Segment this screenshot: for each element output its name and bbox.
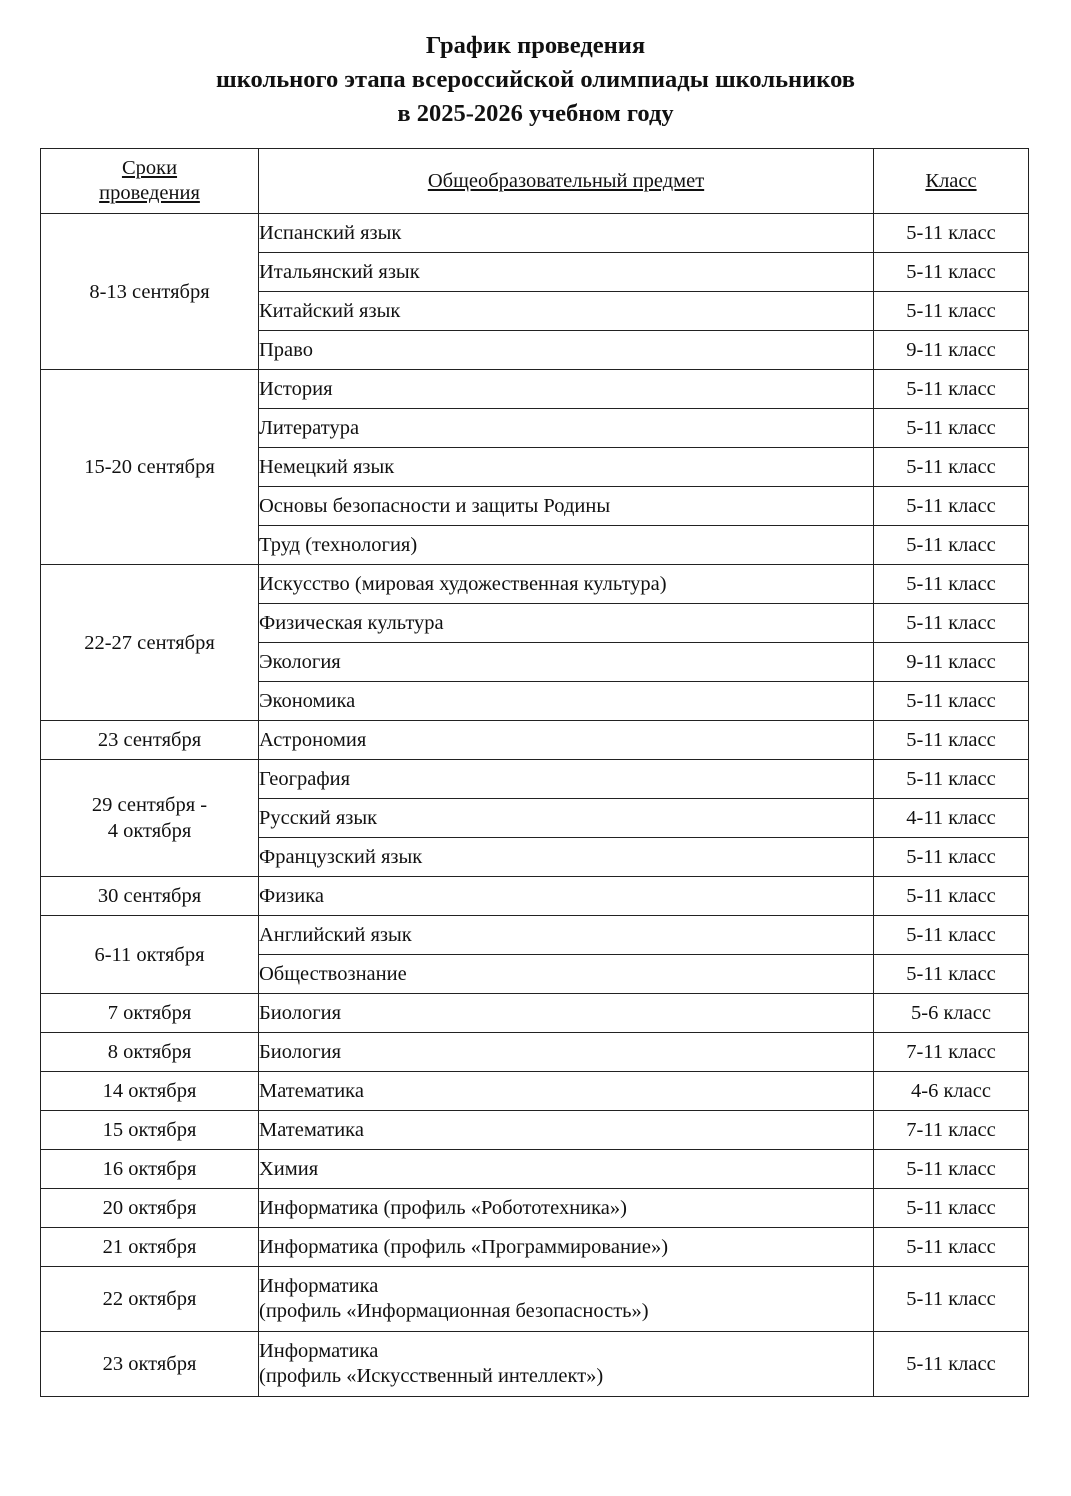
grade-cell: 5-6 класс [874,994,1029,1033]
grade-cell: 5-11 класс [874,1228,1029,1267]
grade-cell: 7-11 класс [874,1033,1029,1072]
grade-cell: 5-11 класс [874,487,1029,526]
subject-text: Информатика [259,1275,379,1297]
subject-text: Физика [259,884,324,907]
subject-text: Искусство (мировая художественная культура) [259,572,667,595]
subject-cell [259,214,874,253]
date-text: 14 октября [102,1080,197,1102]
grade-cell: 5-11 класс [874,916,1029,955]
subject-text: Французский язык [259,845,423,868]
date-cell [41,1033,259,1072]
table-row [41,877,1029,916]
subject-text: Биология [259,1040,342,1063]
header-grade [874,149,1029,214]
grade-cell: 5-11 класс [874,1189,1029,1228]
title-line-2: школьного этапа всероссийской олимпиады школьников [216,66,855,93]
date-text: 15 октября [102,1119,197,1141]
title-line-3: в 2025-2026 учебном году [397,100,674,127]
subject-text: Основы безопасности и защиты Родины [259,494,611,517]
subject-cell [259,292,874,331]
table-row [41,1267,1029,1332]
grade-cell: 5-11 класс [874,877,1029,916]
subject-text: Биология [259,1001,342,1024]
date-text: 23 октября [102,1353,197,1375]
subject-text: Математика [259,1079,364,1102]
document-title [0,29,1071,131]
date-cell [41,916,259,994]
subject-cell [259,487,874,526]
grade-cell: 7-11 класс [874,1111,1029,1150]
date-text: 22 октября [102,1288,197,1310]
subject-cell [259,409,874,448]
subject-text: Информатика (профиль «Программирование») [259,1235,669,1258]
grade-cell: 9-11 класс [874,643,1029,682]
table-row [41,721,1029,760]
table-row [41,370,1029,409]
date-cell [41,1267,259,1332]
header-dates [41,149,259,214]
date-cell [41,721,259,760]
date-cell [41,1111,259,1150]
date-cell [41,877,259,916]
grade-cell: 4-11 класс [874,799,1029,838]
table-row [41,1072,1029,1111]
subject-cell [259,370,874,409]
subject-text: Информатика (профиль «Робототехника») [259,1196,627,1219]
subject-text: (профиль «Искусственный интеллект») [259,1365,604,1387]
grade-cell: 5-11 класс [874,682,1029,721]
subject-text: Физическая культура [259,611,444,634]
subject-cell [259,1150,874,1189]
date-text: 8-13 сентября [89,280,210,303]
subject-text: Литература [259,416,360,439]
subject-text: Экология [259,650,341,673]
grade-cell: 4-6 класс [874,1072,1029,1111]
table-row [41,1111,1029,1150]
subject-cell [259,1332,874,1397]
subject-cell [259,253,874,292]
subject-cell [259,604,874,643]
subject-text: История [259,377,333,400]
date-text: 15-20 сентября [84,456,215,478]
grade-cell: 5-11 класс [874,253,1029,292]
table-row [41,994,1029,1033]
subject-text: Английский язык [259,923,412,946]
subject-cell [259,955,874,994]
grade-cell: 5-11 класс [874,1150,1029,1189]
table-row [41,916,1029,955]
grade-cell: 5-11 класс [874,526,1029,565]
subject-cell [259,331,874,370]
grade-cell: 5-11 класс [874,409,1029,448]
subject-text: Обществознание [259,962,407,985]
subject-cell [259,682,874,721]
grade-cell: 5-11 класс [874,721,1029,760]
header-row [41,149,1029,214]
grade-cell: 5-11 класс [874,448,1029,487]
title-line-1: График проведения [425,32,646,59]
subject-cell [259,1189,874,1228]
table-row [41,760,1029,799]
header-dates-line-1: Сроки [121,157,178,179]
date-cell [41,1072,259,1111]
grade-cell: 5-11 класс [874,565,1029,604]
subject-cell [259,838,874,877]
header-subject [259,149,874,214]
subject-cell [259,1267,874,1332]
subject-cell [259,1072,874,1111]
subject-cell [259,721,874,760]
subject-cell [259,1033,874,1072]
subject-text: Право [259,338,313,361]
date-cell [41,1228,259,1267]
grade-cell: 5-11 класс [874,1332,1029,1397]
date-text: 16 октября [102,1158,197,1180]
grade-cell: 5-11 класс [874,604,1029,643]
subject-cell [259,799,874,838]
grade-cell: 5-11 класс [874,1267,1029,1332]
subject-text: Химия [259,1157,319,1180]
subject-text: Информатика [259,1340,379,1362]
grade-cell: 5-11 класс [874,370,1029,409]
grade-cell: 9-11 класс [874,331,1029,370]
grade-cell: 5-11 класс [874,760,1029,799]
date-cell [41,1332,259,1397]
date-text: 8 октября [107,1041,192,1063]
subject-text: Математика [259,1118,364,1141]
subject-text: Труд (технология) [259,533,418,556]
date-cell [41,760,259,877]
subject-cell [259,760,874,799]
table-row [41,1150,1029,1189]
subject-cell [259,643,874,682]
grade-cell: 5-11 класс [874,838,1029,877]
grade-cell: 5-11 класс [874,292,1029,331]
table-row [41,1228,1029,1267]
table-row [41,565,1029,604]
subject-cell [259,526,874,565]
date-text: 29 сентября - [91,794,208,816]
date-text: 6-11 октября [94,943,205,966]
date-text: 23 сентября [97,729,202,751]
subject-cell [259,877,874,916]
grade-cell: 5-11 класс [874,955,1029,994]
subject-text: Китайский язык [259,299,401,322]
date-cell [41,370,259,565]
subject-cell [259,916,874,955]
subject-text: Русский язык [259,806,378,829]
subject-cell [259,1228,874,1267]
date-text: 7 октября [107,1002,192,1024]
grade-cell: 5-11 класс [874,214,1029,253]
date-cell [41,994,259,1033]
table-row [41,1189,1029,1228]
subject-text: (профиль «Информационная безопасность») [259,1300,649,1322]
subject-cell [259,994,874,1033]
date-cell [41,1150,259,1189]
subject-cell [259,565,874,604]
date-text: 21 октября [102,1236,197,1258]
header-grade-label: Класс [925,169,977,192]
date-cell [41,214,259,370]
header-subject-label: Общеобразовательный предмет [427,169,705,192]
date-text: 4 октября [107,820,192,842]
table-row [41,214,1029,253]
subject-cell [259,1111,874,1150]
table-row [41,1332,1029,1397]
subject-text: Астрономия [259,728,367,751]
subject-text: Итальянский язык [259,260,420,283]
subject-text: Немецкий язык [259,455,395,478]
subject-text: Экономика [259,689,356,712]
header-dates-line-2: проведения [99,182,200,204]
schedule-table [40,148,1029,1397]
table-row [41,1033,1029,1072]
date-text: 20 октября [102,1197,197,1219]
date-cell [41,1189,259,1228]
date-cell [41,565,259,721]
subject-cell [259,448,874,487]
date-text: 22-27 сентября [84,631,215,654]
subject-text: География [259,767,351,790]
date-text: 30 сентября [97,885,202,907]
subject-text: Испанский язык [259,221,402,244]
